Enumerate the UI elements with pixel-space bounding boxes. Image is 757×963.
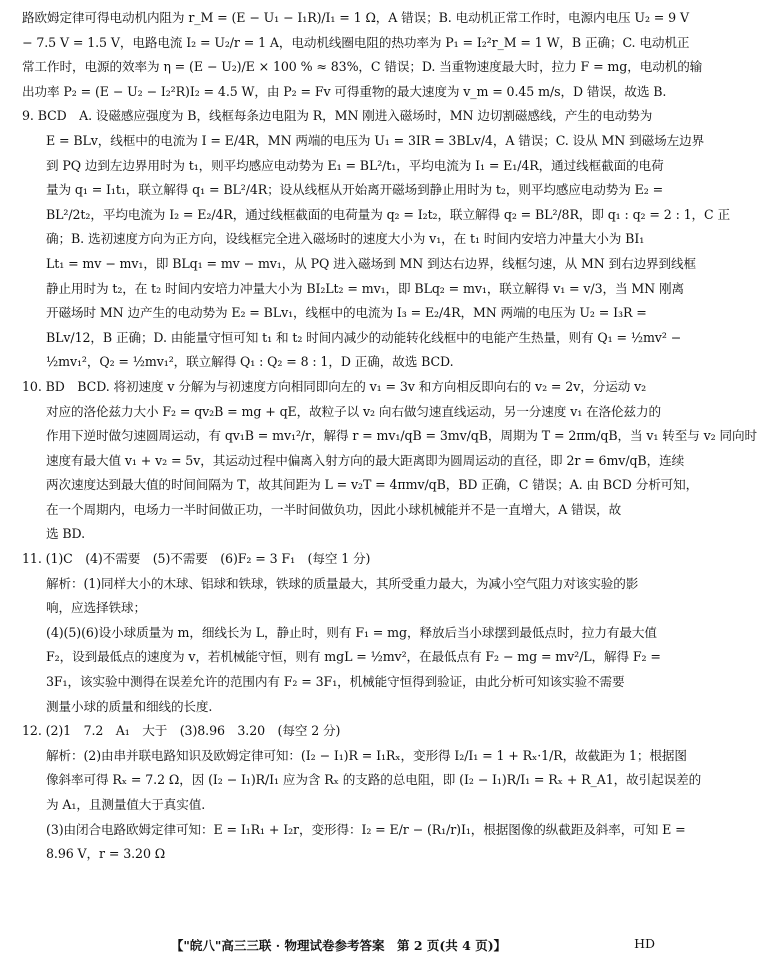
text-line: 10. BD BCD. 将初速度 v 分解为与初速度方向相同即向左的 v₁ = 3v 和方向相反即向右的 v₂ = 2v，分运动 v₂: [22, 378, 647, 394]
text-line: 开磁场时 MN 边产生的电动势为 E₂ = BLv₁，线框中的电流为 I₃ = E₂/4R，MN 两端的电压为 U₂ = I₃R =: [46, 305, 647, 321]
text-line: 确；B. 选初速度方向为正方向，设线框完全进入磁场时的速度大小为 v₁，在 t₁ 时间内安培力冲量大小为 BI₁: [46, 231, 645, 247]
text-line: 3F₁，该实验中测得在误差允许的范围内有 F₂ = 3F₁，机械能守恒得到验证，由此分析可知该实验不需要: [46, 674, 625, 690]
text-line: 量为 q₁ = I₁t₁，联立解得 q₁ = BL²/4R；设从线框从开始离开磁场到静止用时为 t₂，则平均感应电动势为 E₂ =: [46, 182, 664, 198]
text-line: 对应的洛伦兹力大小 F₂ = qv₂B = mg + qE，故粒子以 v₂ 向右做匀速直线运动，另一分速度 v₁ 在洛伦兹力的: [46, 403, 662, 419]
text-line: 静止用时为 t₂，在 t₂ 时间内安培力冲量大小为 BI₂Lt₂ = mv₁，即 BLq₂ = mv₁，联立解得 v₁ = v/3，当 MN 刚离: [46, 280, 684, 296]
page-footer: [0, 936, 677, 960]
text-line: ½mv₁²，Q₂ = ½mv₁²，联立解得 Q₁ : Q₂ = 8 : 1，D 正确，故选 BCD.: [46, 354, 454, 370]
text-line: 在一个周期内，电场力一半时间做正功，一半时间做负功，因此小球机械能并不是一直增大，A 错误，故: [46, 501, 622, 517]
text-line: Lt₁ = mv − mv₁，即 BLq₁ = mv − mv₁，从 PQ 进入磁场到 MN 到达右边界，线框匀速，从 MN 到右边界到线框: [46, 255, 697, 271]
footer-title: 【"皖八"高三三联 · 物理试卷参考答案 第 2 页(共 4 页)】: [170, 938, 507, 953]
text-line: 解析：(2)由串并联电路知识及欧姆定律可知：(I₂ − I₁)R = I₁Rₓ，变形得 I₂/I₁ = 1 + Rₓ·1/R，故截距为 1；根据图: [46, 747, 687, 763]
text-line: (4)(5)(6)设小球质量为 m，细线长为 L，静止时，则有 F₁ = mg，释放后当小球摆到最低点时，拉力有最大值: [46, 624, 657, 640]
text-line: 8.96 V，r = 3.20 Ω: [46, 846, 166, 862]
text-line: 解析：(1)同样大小的木球、铝球和铁球，铁球的质量最大，其所受重力最大，为减小空气阻力对该实验的影: [46, 575, 639, 591]
text-line: 常工作时，电源的效率为 η = (E − U₂)/E × 100 % ≈ 83%，C 错误；D. 当重物速度最大时，拉力 F = mg，电动机的输: [22, 59, 703, 75]
text-line: 出功率 P₂ = (E − U₂ − I₂²R)I₂ = 4.5 W，由 P₂ = Fv 可得重物的最大速度为 v_m = 0.45 m/s，D 错误，故选 B.: [22, 83, 667, 99]
text-line: 到 PQ 边到左边界用时为 t₁，则平均感应电动势为 E₁ = BL²/t₁，平均电流为 I₁ = E₁/4R，通过线框截面的电荷: [46, 157, 664, 173]
text-line: F₂，设到最低点的速度为 v，若机械能守恒，则有 mgL = ½mv²，在最低点有 F₂ − mg = mv²/L，解得 F₂ =: [46, 649, 661, 665]
text-line: − 7.5 V = 1.5 V，电路电流 I₂ = U₂/r = 1 A，电动机线圈电阻的热功率为 P₁ = I₂²r_M = 1 W，B 正确；C. 电动机正: [22, 34, 690, 50]
text-line: BL²/2t₂，平均电流为 I₂ = E₂/4R，通过线框截面的电荷量为 q₂ = I₂t₂，联立解得 q₂ = BL²/8R，即 q₁ : q₂ = 2 : 1，C 正: [46, 206, 730, 222]
text-line: 两次速度达到最大值的时间间隔为 T，故其间距为 L = v₂T = 4πmv/qB，BD 正确，C 错误；A. 由 BCD 分析可知，: [46, 477, 699, 493]
text-line: 作用下逆时做匀速圆周运动，有 qv₁B = mv₁²/r，解得 r = mv₁/qB = 3mv/qB，周期为 T = 2πm/qB，当 v₁ 转至与 v₂ 同向时: [46, 428, 757, 444]
text-line: 测量小球的质量和细线的长度.: [46, 698, 213, 714]
text-line: 路欧姆定律可得电动机内阻为 r_M = (E − U₁ − I₁R)/I₁ = 1 Ω，A 错误；B. 电动机正常工作时，电源内电压 U₂ = 9 V: [22, 10, 689, 25]
answer-text: [22, 6, 757, 867]
footer-code: HD: [634, 936, 655, 951]
text-line: 响，应选择铁球；: [46, 600, 146, 616]
text-line: 选 BD.: [46, 526, 86, 542]
text-line: 11. (1)C (4)不需要 (5)不需要 (6)F₂ = 3 F₁ (每空 1 分): [22, 551, 371, 567]
text-line: 12. (2)1 7.2 A₁ 大于 (3)8.96 3.20 (每空 2 分): [22, 723, 341, 739]
text-line: (3)由闭合电路欧姆定律可知：E = I₁R₁ + I₂r，变形得：I₂ = E/r − (R₁/r)I₁，根据图像的纵截距及斜率，可知 E =: [46, 821, 686, 837]
text-line: 为 A₁，且测量值大于真实值.: [46, 797, 206, 812]
text-line: 像斜率可得 Rₓ = 7.2 Ω，因 (I₂ − I₁)R/I₁ 应为含 Rₓ 的支路的总电阻，即 (I₂ − I₁)R/I₁ = Rₓ + R_A1，故引起误差的: [46, 772, 702, 788]
text-line: E = BLv，线框中的电流为 I = E/4R，MN 两端的电压为 U₁ = 3IR = 3BLv/4，A 错误；C. 设从 MN 到磁场左边界: [46, 132, 705, 148]
text-line: 速度有最大值 v₁ + v₂ = 5v，其运动过程中偏离入射方向的最大距离即为圆周运动的直径，即 2r = 6mv/qB，连续: [46, 452, 685, 468]
text-line: BLv/12，B 正确；D. 由能量守恒可知 t₁ 和 t₂ 时间内减少的动能转化线框中的电能产生热量，则有 Q₁ = ½mv² −: [46, 329, 682, 345]
text-line: 9. BCD A. 设磁感应强度为 B，线框每条边电阻为 R，MN 刚进入磁场时，MN 边切割磁感线，产生的电动势为: [22, 108, 653, 124]
